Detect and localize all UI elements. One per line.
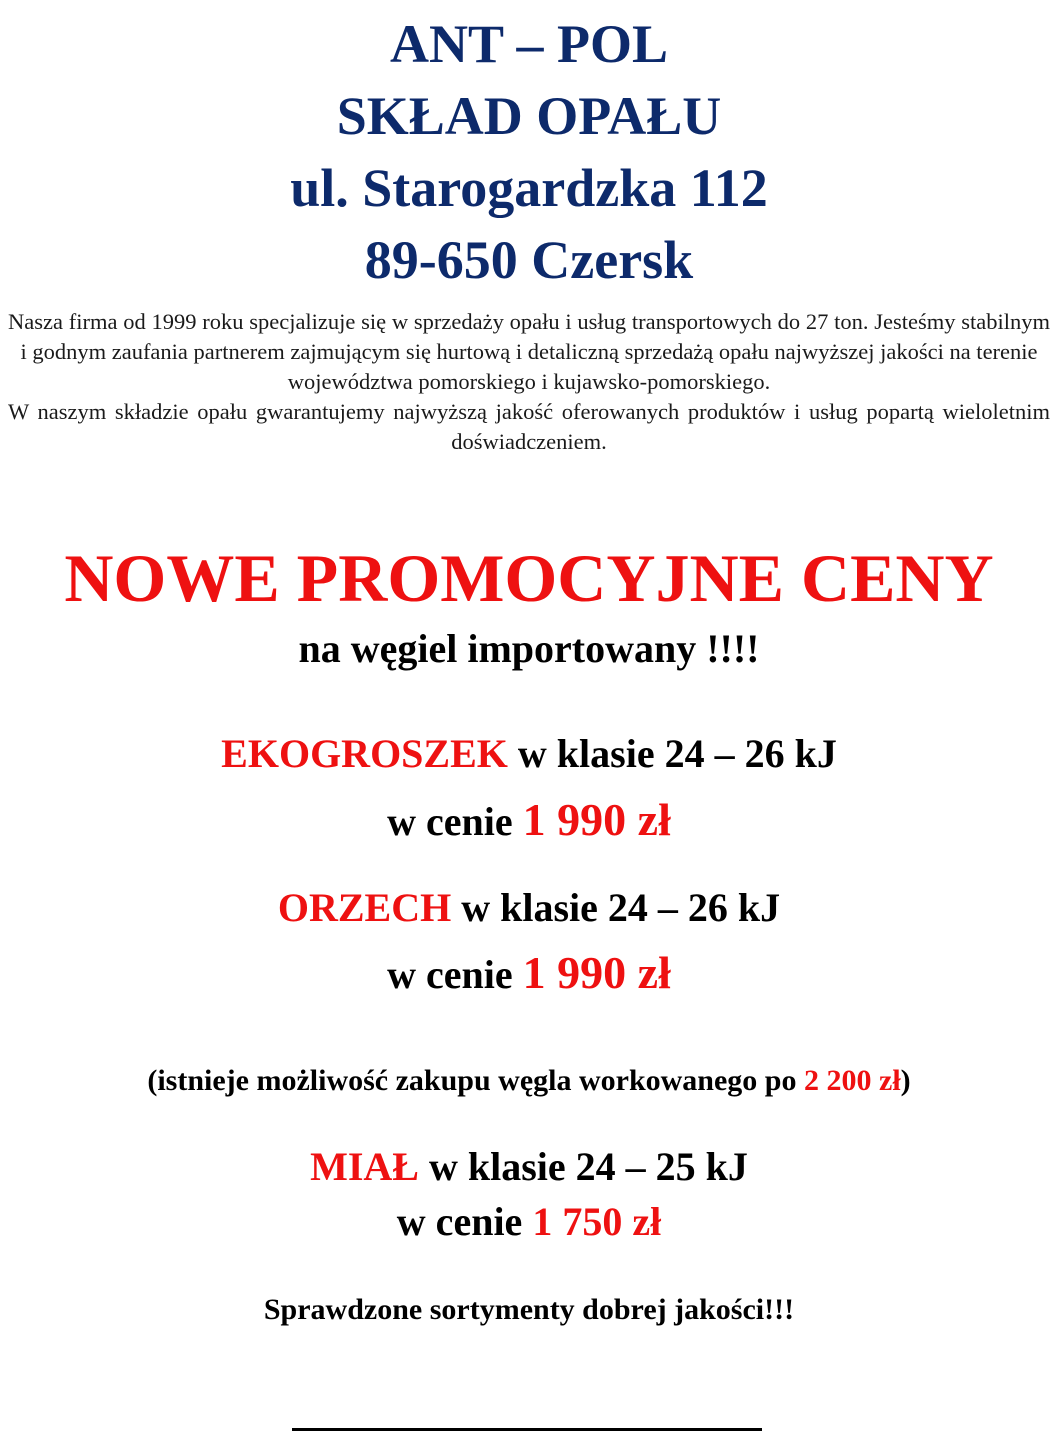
product-name: MIAŁ <box>310 1144 419 1189</box>
product-name: ORZECH <box>277 885 452 930</box>
company-name: ANT – POL <box>389 14 669 74</box>
price-prefix: w cenie <box>387 799 523 844</box>
company-description <box>8 307 1050 457</box>
price-value: 1 990 zł <box>522 947 671 998</box>
promo-title: NOWE PROMOCYJNE CENY <box>64 540 994 616</box>
company-subtitle: SKŁAD OPAŁU <box>336 86 722 146</box>
bagged-coal-note <box>0 1061 1058 1101</box>
product-mial-class <box>0 1140 1058 1194</box>
price-value: 1 750 zł <box>532 1199 662 1244</box>
intro-paragraph-1: Nasza firma od 1999 roku specjalizuje się w sprzedaży opału i usług transportowych do 27 ton. Jesteśmy stabilnym i godnym zaufania partnerem zajmującym się hurtową i detaliczną sprzedażą opału najwyższej jakości na terenie <box>8 309 1050 364</box>
price-prefix: w cenie <box>387 952 523 997</box>
note-suffix: ) <box>900 1064 911 1097</box>
promo-subtitle: na węgiel importowany !!!! <box>298 626 760 671</box>
product-orzech-price <box>0 943 1058 1005</box>
closing-tagline: Sprawdzone sortymenty dobrej jakości!!! <box>263 1293 795 1326</box>
bottom-divider <box>292 1428 762 1431</box>
product-mial-price <box>0 1195 1058 1249</box>
product-ekogroszek-price <box>0 790 1058 852</box>
product-ekogroszek-class <box>0 727 1058 781</box>
note-prefix: (istnieje możliwość zakupu węgla workowanego po <box>147 1064 804 1097</box>
product-class: w klasie 24 – 26 kJ <box>451 885 781 930</box>
intro-paragraph-1-cont: województwa pomorskiego i kujawsko-pomorskiego. <box>287 369 771 394</box>
product-name: EKOGROSZEK <box>221 731 508 776</box>
postal-city: 89-650 Czersk <box>364 230 694 290</box>
street-address: ul. Starogardzka 112 <box>290 158 768 218</box>
product-orzech-class <box>0 881 1058 935</box>
price-value: 1 990 zł <box>522 794 671 845</box>
price-prefix: w cenie <box>396 1199 533 1244</box>
note-price: 2 200 zł <box>804 1064 901 1097</box>
product-class: w klasie 24 – 26 kJ <box>507 731 837 776</box>
company-header <box>0 8 1058 296</box>
product-class: w klasie 24 – 25 kJ <box>418 1144 748 1189</box>
intro-paragraph-2: W naszym składzie opału gwarantujemy najwyższą jakość oferowanych produktów i usług popartą wieloletnim doświadczeniem. <box>8 399 1050 454</box>
